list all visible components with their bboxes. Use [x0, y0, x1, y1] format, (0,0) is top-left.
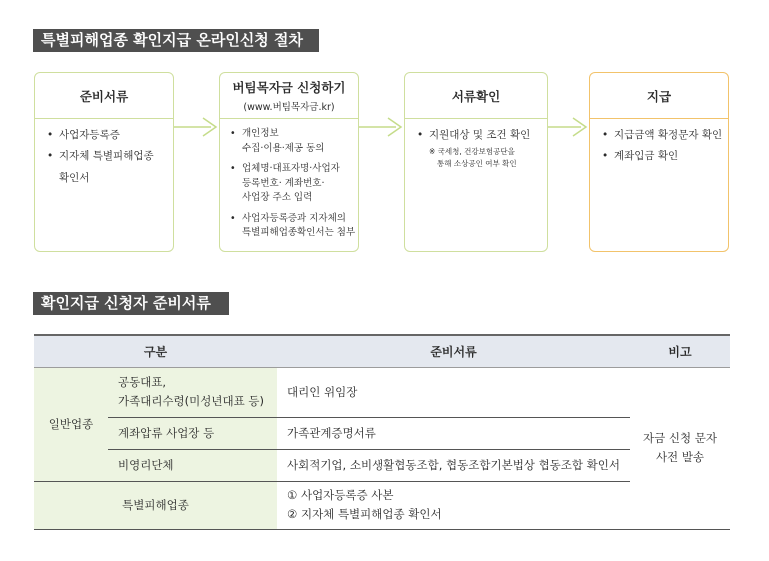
table-row	[34, 481, 730, 529]
step-apply-card	[219, 72, 359, 252]
header-remarks: 비고	[630, 335, 730, 367]
table-cell: 사회적기업, 소비생활협동조합, 협동조합기본법상 협동조합 확인서	[287, 458, 620, 472]
list-item: • 사업자등록증	[47, 127, 167, 144]
table-bottom-rule	[34, 529, 730, 530]
table-cell: 대리인 위임장	[277, 367, 630, 417]
list-item: • 지급금액 확정문자 확인	[602, 127, 722, 144]
list-item: • 지원대상 및 조건 확인	[417, 127, 541, 144]
general-group-cell: 일반업종	[34, 367, 108, 481]
step-review-card	[404, 72, 548, 252]
table-cell: 계좌압류 사업장 등	[108, 417, 277, 449]
procedure-section-title: 특별피해업종 확인지급 온라인신청 절차	[33, 29, 319, 52]
arrow-right-icon	[548, 113, 589, 141]
list-item: • 지자체 특별피해업종 확인서	[47, 148, 167, 187]
table-row	[34, 417, 730, 449]
step-header	[405, 73, 547, 119]
list-item: • 사업자등록증과 지자체의 특별피해업종확인서는 첨부	[230, 212, 352, 241]
table-cell: 비영리단체	[108, 449, 277, 481]
list-item: • 업체명·대표자명·사업자 등록번호· 계좌번호· 사업장 주소 입력	[230, 162, 352, 206]
special-group-cell: 특별피해업종	[34, 481, 277, 529]
table-cell: 가족관계증명서류	[277, 417, 630, 449]
list-item: • 개인정보 수집·이용·제공 동의	[230, 127, 352, 156]
table-cell: ① 사업자등록증 사본 ② 지자체 특별피해업종 확인서	[277, 481, 630, 529]
step-documents-card	[34, 72, 174, 252]
step-title: 지급	[646, 88, 672, 104]
documents-section-title: 확인지급 신청자 준비서류	[33, 292, 229, 315]
step-website-url: (www.버팀목자금.kr)	[243, 102, 335, 113]
arrow-right-icon	[359, 113, 404, 141]
step-header	[35, 73, 173, 119]
step-header	[590, 73, 728, 119]
step-payment-card	[589, 72, 729, 252]
required-documents-table	[34, 334, 730, 530]
header-category: 구분	[34, 335, 277, 367]
header-documents: 준비서류	[277, 335, 630, 367]
step-note: ※ 국세청, 건강보험공단을 통해 소상공인 여부 확인	[429, 147, 517, 168]
step-title: 버팀목자금 신청하기	[232, 80, 346, 95]
step-title: 서류확인	[451, 88, 501, 104]
list-item: • 계좌입금 확인	[602, 148, 722, 165]
remarks-cell: 자금 신청 문자 사전 발송	[643, 431, 717, 464]
table-cell: 공동대표, 가족대리수령(미성년대표 등)	[108, 367, 277, 417]
table-header-row	[34, 335, 730, 367]
table-row	[34, 449, 730, 481]
arrow-right-icon	[174, 113, 219, 141]
step-title: 준비서류	[79, 88, 129, 104]
step-header	[220, 73, 358, 119]
table-row	[34, 367, 730, 417]
